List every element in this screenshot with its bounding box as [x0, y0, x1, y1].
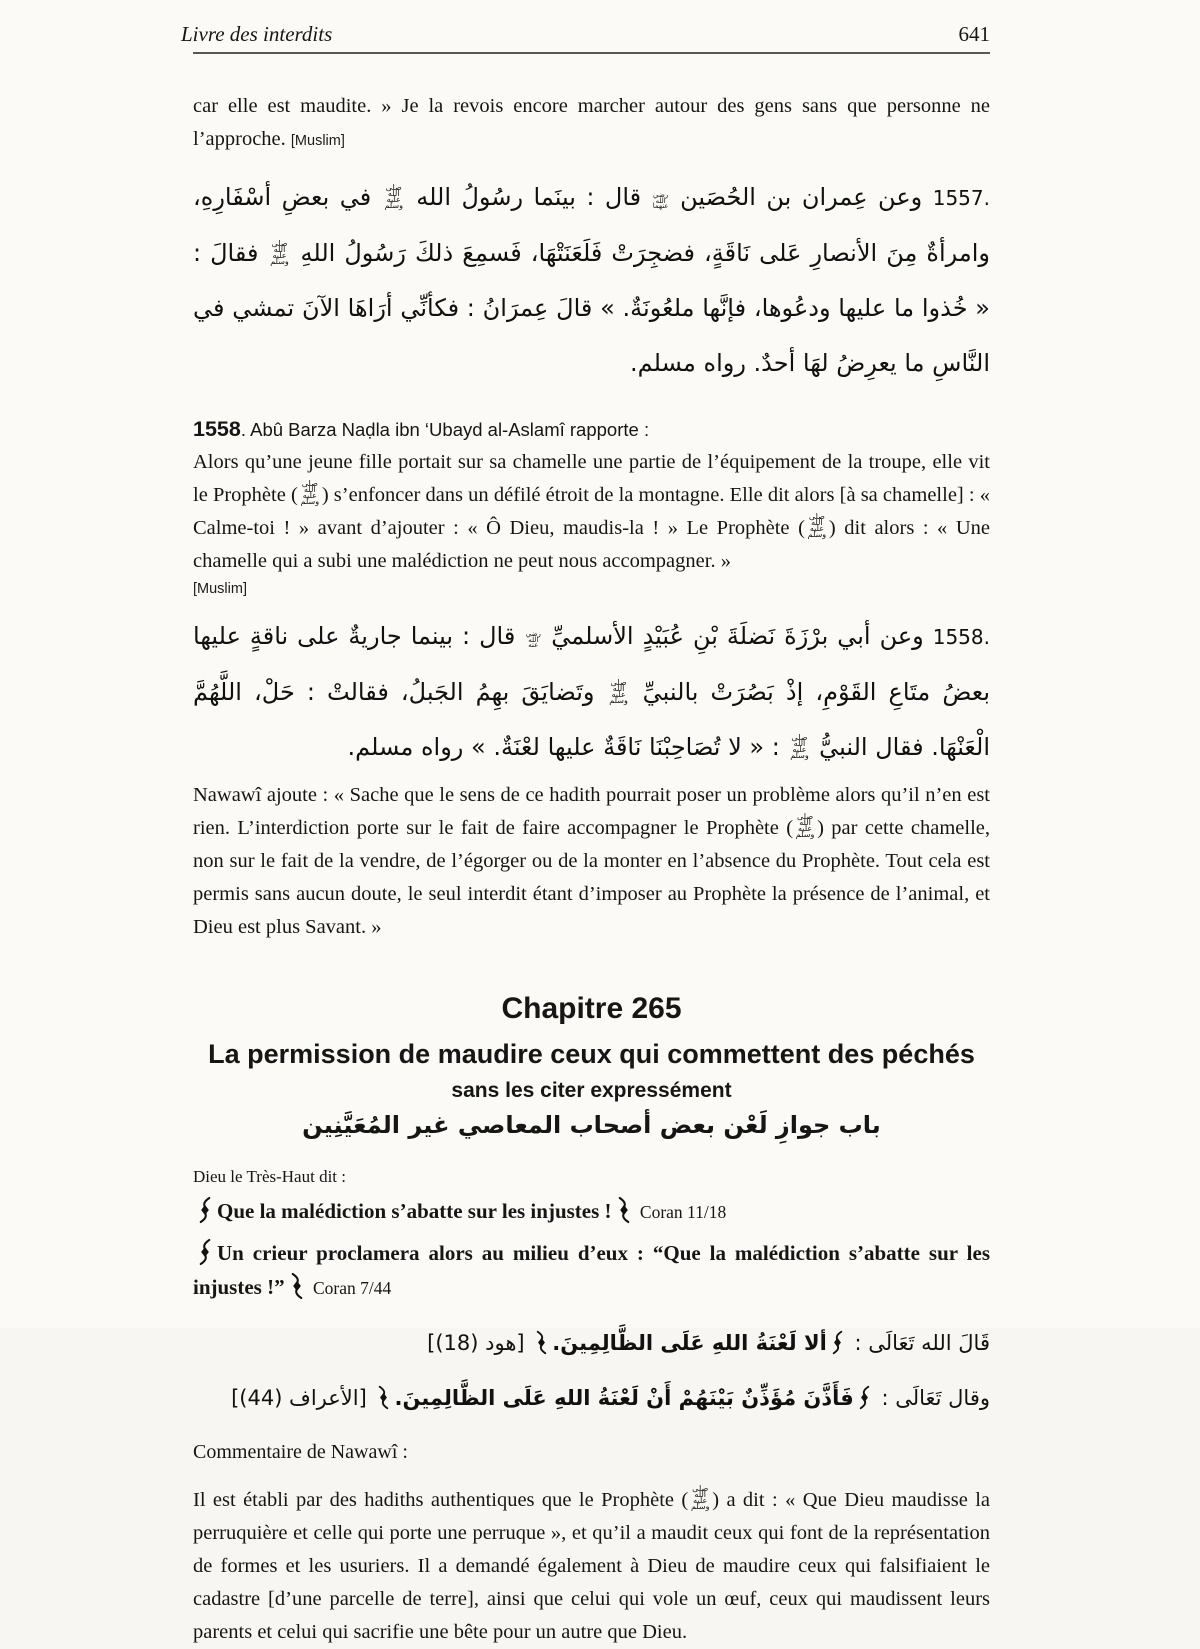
ornate-bracket-icon: [832, 1331, 843, 1354]
chapter-title-ar: باب جوازِ لَعْن بعض أصحاب المعاصي غير المُعَيَّنِين: [302, 1111, 881, 1139]
text-segment: ) par cette chamelle, non sur le fait de la vendre, de l’égorger ou de la monter en l’absence du Prophète. Tout cela est permis sans aucun doute, le seul interdit étant d’imposer au Prophète la présence de l’animal, et Dieu est plus Savant. »: [193, 817, 990, 938]
ornate-bracket-icon: [618, 1197, 630, 1223]
nawawi-commentary-body: [193, 1484, 990, 1649]
quran-quote-2: [193, 1236, 990, 1305]
text-segment: [الأعراف (44)]: [231, 1386, 374, 1410]
text-segment: وعن عِمران بن الحُصَين: [669, 183, 933, 211]
text-segment: [Muslim]: [290, 133, 345, 149]
text-segment: Coran 7/44: [308, 1278, 392, 1298]
nawawi-commentary-heading: Commentaire de Nawawî :: [193, 1441, 408, 1463]
text-segment: ) dit alors : « Une chamelle qui a subi une malédiction ne peut nous accompagner. »: [193, 517, 990, 572]
text-segment: في بعضِ أسْفَارِهِ، وامرأةٌ مِنَ الأنصارِ عَلى نَاقَةٍ، فضجِرَتْ فَلَعَنَتْهَا، فَسمِعَ ذلكَ رَسُولُ اللهِ: [193, 183, 990, 267]
page-header: [181, 22, 990, 47]
text-segment: فقالَ : « خُذوا ما عليها ودعُوها، فإنَّها ملعُونَةٌ. » قالَ عِمرَانُ : فكأنِّي أرَاهَا الآنَ تمشي في النَّاسِ ما يعرِضُ لهَا أحدٌ. رواه مسلم.: [193, 239, 990, 377]
text-segment: Coran 11/18: [635, 1202, 727, 1222]
text-segment: Il est établi par des hadiths authentiques que le Prophète (: [193, 1489, 689, 1511]
text-segment: صلى الله عليه وسلم: [609, 678, 628, 705]
header-rule: [193, 52, 990, 54]
text-segment: صلى الله عليه وسلم: [795, 812, 815, 839]
text-segment: وعن أبي برْزَةَ نَضلَةَ بْنِ عُبَيْدٍ الأسلميِّ: [542, 622, 933, 650]
quran-quote-1: [193, 1194, 990, 1229]
quran-intro: Dieu le Très-Haut dit :: [193, 1167, 346, 1186]
chapter-heading: [193, 992, 990, 1139]
ornate-bracket-icon: [859, 1386, 870, 1409]
running-title: Livre des interdits: [181, 22, 333, 46]
text-segment: Alors qu’une jeune fille portait sur sa chamelle une partie de l’équipement de la troupe, elle vit le Prophète (: [193, 451, 990, 506]
text-segment: صلى الله عليه وسلم: [384, 183, 403, 210]
text-segment: فَأَذَّنَ مُؤَذِّنٌ بَيْنَهُمْ أَنْ لَعْنَةُ اللهِ عَلَى الظَّالِمِينَ.: [394, 1386, 854, 1410]
text-segment: وتَضايَقَ بهِمُ الجَبلُ، فقالتْ : حَلْ، اللَّهُمَّ الْعَنْهَا. فقال النبيُّ: [193, 678, 990, 761]
text-segment: وقال تَعَالَى :: [874, 1386, 990, 1410]
text-segment: قال : بينما جاريةٌ على ناقةٍ عليها بعضُ متَاعِ القَوْمِ، إذْ بَصُرَتْ بالنبيِّ: [193, 622, 991, 706]
text-segment: [هود (18)]: [427, 1331, 532, 1355]
hadith-1558-body: [193, 446, 990, 578]
ornate-bracket-icon: [199, 1197, 211, 1223]
ornate-bracket-icon: [199, 1239, 211, 1265]
text-segment: رضي الله عنه: [525, 630, 541, 649]
chapter-subtitle-fr: sans les citer expressément: [451, 1079, 732, 1102]
text-segment: قال : بينَما رسُولُ الله: [405, 183, 652, 211]
hadith-number: 1558: [193, 417, 241, 441]
nawawi-addition: [193, 779, 990, 944]
ornate-bracket-icon: [291, 1273, 303, 1299]
hadith-source-muslim: [Muslim]: [193, 581, 247, 597]
chapter-number: Chapitre 265: [501, 992, 682, 1025]
paragraph-continuation: [193, 90, 990, 158]
text-segment: Un crieur proclamera alors au milieu d’eux : “Que la malédiction s’abatte sur les injustes !”: [193, 1241, 990, 1299]
text-segment: 1557.: [932, 186, 990, 210]
text-segment: صلى الله عليه وسلم: [300, 479, 320, 506]
text-segment: صلى الله عليه وسلم: [270, 239, 289, 266]
quran-verse-ar-1: [193, 1326, 990, 1360]
text-segment: رضي الله عنهما: [652, 191, 669, 210]
hadith-1558-heading: [193, 417, 990, 442]
page-number: 641: [958, 22, 990, 46]
text-segment: قَالَ الله تَعَالَى :: [847, 1331, 990, 1355]
text-segment: Que la malédiction s’abatte sur les injustes !: [217, 1199, 612, 1223]
text-segment: صلى الله عليه وسلم: [690, 1484, 710, 1511]
text-segment: car elle est maudite. » Je la revois encore marcher autour des gens sans que personne ne l’approche.: [193, 95, 990, 150]
chapter-title-fr: La permission de maudire ceux qui commettent des péchés: [208, 1039, 975, 1069]
text-segment: 1558.: [932, 625, 990, 649]
text-segment: ) a dit : « Que Dieu maudisse la perruquière et celle qui porte une perruque », et qu’il a maudit ceux qui font de la représentation de formes et les usuriers. Il a demandé également à Dieu de maudire ceux qui falsifiaient le cadastre [d’une parcelle de terre], ainsi que celui qui vole un œuf, ceux qui maudissent leurs parents et celui qui sacrifie une bête pour un autre que Dieu.: [193, 1489, 990, 1643]
text-segment: صلى الله عليه وسلم: [807, 512, 827, 539]
ornate-bracket-icon: [378, 1386, 389, 1409]
text-segment: ألا لَعْنَةُ اللهِ عَلَى الظَّالِمِينَ.: [552, 1331, 827, 1355]
text-segment: Nawawî ajoute : « Sache que le sens de ce hadith pourrait poser un problème alors qu’il n’en est rien. L’interdiction porte sur le fait de faire accompagner le Prophète (: [193, 784, 990, 839]
text-segment: : « لا تُصَاحِبْنَا نَاقَةٌ عليها لعْنَةٌ. » رواه مسلم.: [347, 733, 788, 761]
text-segment: ) s’enfoncer dans un défilé étroit de la montagne. Elle dit alors [à sa chamelle] : « Calme-toi ! » avant d’ajouter : « Ô Dieu, maudis-la ! » Le Prophète (: [193, 484, 990, 539]
hadith-1558-arabic: [193, 609, 990, 775]
quran-verse-ar-2: [193, 1381, 990, 1415]
hadith-narrator: . Abû Barza Naḍla ibn ‘Ubayd al-Aslamî rapporte :: [240, 419, 650, 440]
hadith-1557-arabic: [193, 170, 990, 391]
text-segment: صلى الله عليه وسلم: [790, 733, 809, 760]
ornate-bracket-icon: [536, 1331, 547, 1354]
